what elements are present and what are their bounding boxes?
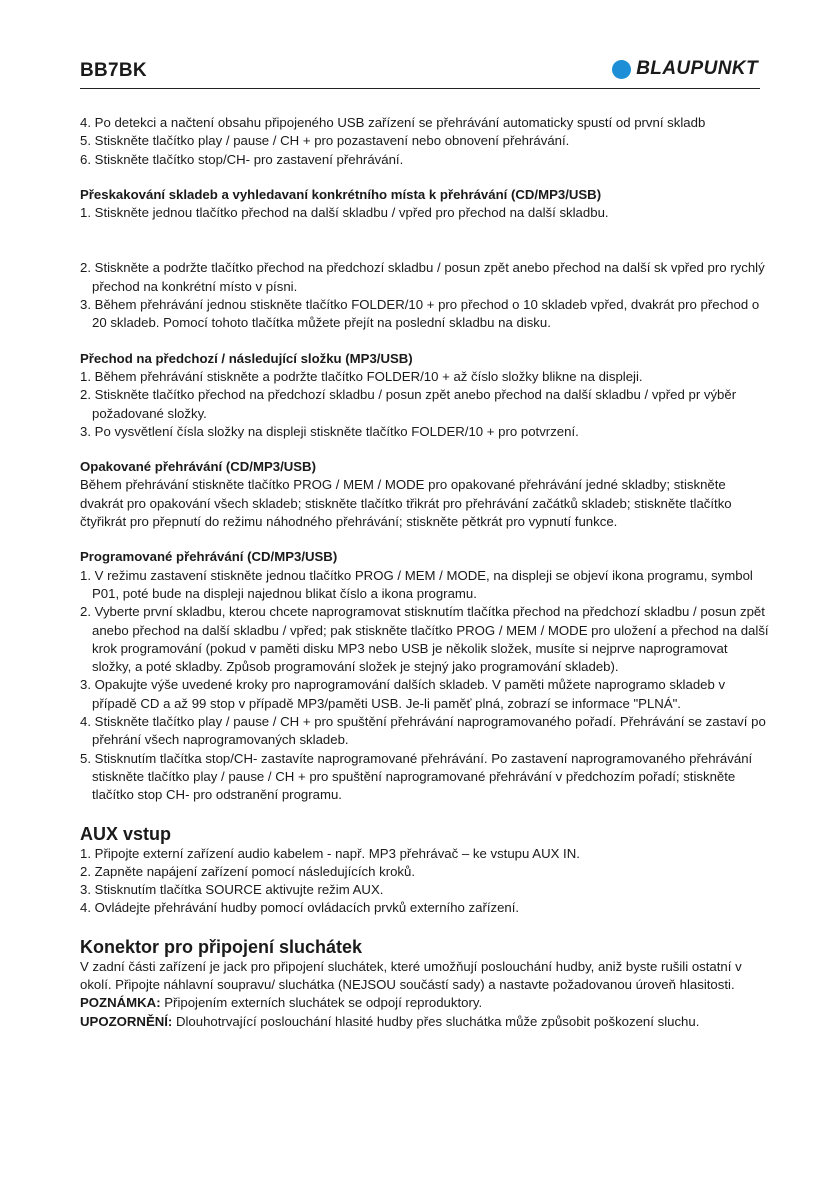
usb-playback-steps	[80, 114, 770, 169]
list-item: 3. Během přehrávání jednou stiskněte tlačítko FOLDER/10 + pro přechod o 10 skladeb vpřed, dvakrát pro přechod o 20 skladeb. Pomocí tohoto tlačítka můžete přejít na poslední skladbu na disku.	[80, 297, 760, 331]
paragraph: V zadní části zařízení je jack pro připojení sluchátek, které umožňují poslouchání hudby, aniž byste rušili ostatní v okolí. Připojte náhlavní soupravu/ sluchátka (NEJSOU součástí sady) a nastavte požadovanou úroveň hlasitosti.	[80, 958, 742, 992]
brand-name: BLAUPUNKT	[636, 58, 758, 79]
list-item: 2. Zapněte napájení zařízení pomocí následujících kroků.	[80, 863, 416, 879]
list-item: 4. Ovládejte přehrávání hudby pomocí ovládacích prvků externího zařízení.	[80, 900, 520, 916]
note-label: POZNÁMKA:	[80, 995, 161, 1011]
list-item: 6. Stiskněte tlačítko stop/CH- pro zastavení přehrávání.	[80, 151, 404, 167]
warning-text: Dlouhotrvající poslouchání hlasité hudby přes sluchátka může způsobit poškození sluchu.	[172, 1013, 700, 1029]
program-section	[80, 548, 770, 804]
list-item: 4. Stiskněte tlačítko play / pause / CH + pro spuštění přehrávání naprogramovaného pořadí. Přehrávání se zastaví po přehrání všech naprogramovaných skladeb.	[80, 714, 766, 748]
document-body	[80, 114, 770, 1031]
skip-section	[80, 186, 770, 333]
note	[80, 994, 770, 1012]
paragraph: Během přehrávání stiskněte tlačítko PROG / MEM / MODE pro opakované přehrávání jedné skladby; stiskněte dvakrát pro opakování všech skladeb; stiskněte tlačítko třikrát pro přehrávání začátků skladeb; stiskněte tlačítko čtyřikrát pro přepnutí do režimu náhodného přehrávání; stiskněte pětkrát pro vypnutí funkce.	[80, 477, 732, 530]
list-item: 3. Opakujte výše uvedené kroky pro naprogramování dalších skladeb. V paměti můžete naprogramo skladeb v případě CD a až 99 stop v případě MP3/paměti USB. Je-li paměť plná, zobrazí se informace "PLNÁ".	[80, 677, 726, 711]
section-heading: Programované přehrávání (CD/MP3/USB)	[80, 549, 338, 565]
section-title: AUX vstup	[80, 823, 172, 844]
brand-dot-icon	[612, 60, 631, 79]
folder-section	[80, 350, 770, 441]
section-heading: Opakované přehrávání (CD/MP3/USB)	[80, 459, 316, 475]
headphones-section	[80, 936, 770, 1031]
list-item: 3. Po vysvětlení čísla složky na displeji stiskněte tlačítko FOLDER/10 + pro potvrzení.	[80, 423, 579, 439]
list-item: 1. Během přehrávání stiskněte a podržte tlačítko FOLDER/10 + až číslo složky blikne na displeji.	[80, 368, 643, 384]
list-item: 2. Vyberte první skladbu, kterou chcete naprogramovat stisknutím tlačítka přechod na předchozí skladbu / posun zpět anebo přechod na další skladbu / vpřed; pak stiskněte tlačítko PROG / MEM / MODE pro uložení a přechod na další krok programování (pokud v paměti disku MP3 nebo USB je několik složek, musíte si nejprve naprogramovat složky, a poté skladby. Způsob programování složek je stejný jako programování skladeb).	[80, 604, 769, 675]
list-item: 1. Připojte externí zařízení audio kabelem - např. MP3 přehrávač – ke vstupu AUX IN.	[80, 845, 580, 861]
page-header	[80, 58, 760, 89]
list-item: 4. Po detekci a načtení obsahu připojeného USB zařízení se přehrávání automaticky spustí od první skladb	[80, 115, 706, 130]
repeat-section	[80, 458, 770, 531]
section-title: Konektor pro připojení sluchátek	[80, 936, 363, 957]
warning	[80, 1013, 770, 1031]
list-item: 3. Stisknutím tlačítka SOURCE aktivujte režim AUX.	[80, 882, 384, 898]
section-heading: Přechod na předchozí / následující složku (MP3/USB)	[80, 350, 413, 366]
list-item: 1. Stiskněte jednou tlačítko přechod na další skladbu / vpřed pro přechod na další skladbu.	[80, 205, 609, 221]
list-item: 5. Stiskněte tlačítko play / pause / CH + pro pozastavení nebo obnovení přehrávání.	[80, 133, 570, 149]
list-item: 2. Stiskněte a podržte tlačítko přechod na předchozí skladbu / posun zpět anebo přechod na další sk vpřed pro rychlý přechod na konkrétní místo v písni.	[80, 260, 765, 294]
list-item: 1. V režimu zastavení stiskněte jednou tlačítko PROG / MEM / MODE, na displeji se objeví ikona programu, symbol P01, poté bude na displeji najednou blikat číslo a ikona programu.	[80, 567, 753, 601]
list-item: 2. Stiskněte tlačítko přechod na předchozí skladbu / posun zpět anebo přechod na další skladbu / vpřed pr výběr požadované složky.	[80, 387, 737, 421]
brand-logo	[612, 58, 758, 80]
warning-label: UPOZORNĚNÍ:	[80, 1013, 173, 1029]
note-text: Připojením externích sluchátek se odpojí reproduktory.	[160, 995, 483, 1011]
section-heading: Přeskakování skladeb a vyhledavaní konkrétního místa k přehrávání (CD/MP3/USB)	[80, 186, 602, 202]
aux-section	[80, 823, 770, 918]
list-item: 5. Stisknutím tlačítka stop/CH- zastavíte naprogramované přehrávání. Po zastavení naprogramovaného přehrávání stiskněte tlačítko play / pause / CH + pro spuštění naprogramované přehrávání v předchozím pořadí; stiskněte tlačítko stop CH- pro odstranění programu.	[80, 750, 753, 803]
model-number: BB7BK	[80, 60, 147, 81]
